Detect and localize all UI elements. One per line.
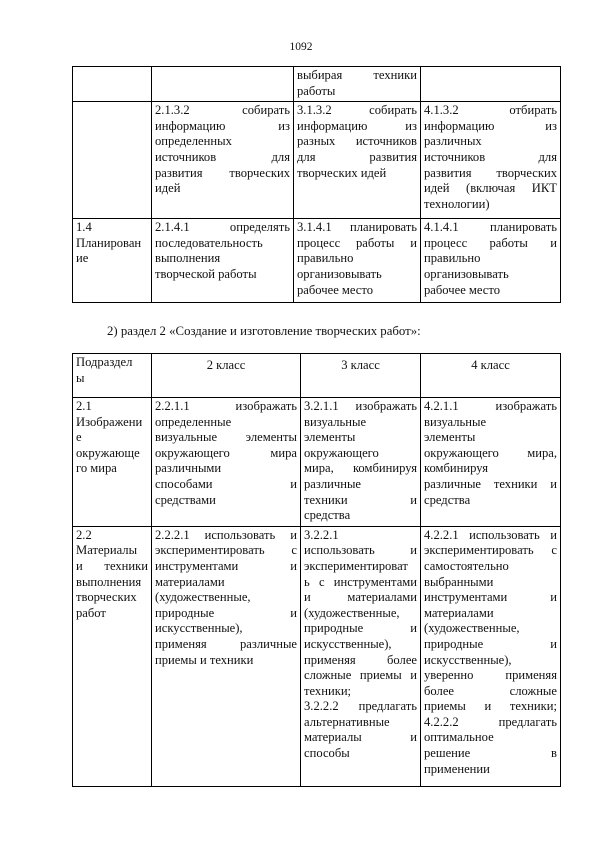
cell-text-line: материалами — [155, 574, 225, 589]
cell-text-line: различные — [304, 476, 362, 491]
table-cell — [73, 219, 152, 303]
header-grade-2: 2 класс — [152, 354, 301, 398]
cell-text-line: правильно — [424, 251, 481, 266]
cell-text-line: визуальные элементы — [155, 430, 297, 445]
cell-text-line: информацию из — [155, 118, 290, 133]
cell-text-line: определенных — [155, 134, 232, 149]
table-row — [73, 102, 561, 219]
cell-text-line: выполнения — [155, 251, 221, 266]
cell-text-line: окружающе — [76, 445, 140, 460]
table-cell — [294, 102, 421, 219]
cell-text-line: использовать и — [304, 543, 417, 558]
cell-text-line: творческих идей — [297, 165, 387, 180]
cell-text-line: го мира — [76, 461, 117, 476]
cell-text-line: самостоятельно — [424, 558, 509, 573]
cell-text-line: средства — [304, 508, 351, 523]
cell-text-line: Материалы — [76, 543, 138, 558]
cell-text-line: решение в — [424, 746, 557, 761]
cell-text-line: 3.1.4.1 планировать — [297, 220, 417, 235]
cell-text-line: ь с инструментами — [304, 574, 417, 589]
cell-text-line: различными — [155, 461, 222, 476]
cell-text-line: приемы и техники — [155, 652, 254, 667]
table-cell — [294, 67, 421, 102]
cell-text-line: искусственные), — [424, 652, 512, 667]
table-cell — [73, 67, 152, 102]
cell-text-line: материалами — [424, 605, 494, 620]
cell-text-line: инструментами и — [155, 558, 297, 573]
cell-text-line: технологии) — [424, 196, 490, 211]
table-cell — [152, 398, 301, 527]
table-cell — [421, 219, 561, 303]
cell-text-line: мира, комбинируя — [304, 461, 417, 476]
cell-text-line: 4.2.1.1 изображать — [424, 399, 557, 413]
cell-text-line: способами и — [155, 476, 297, 491]
cell-text-line: экспериментировать с — [424, 543, 557, 558]
cell-text-line: информацию из — [424, 118, 557, 133]
cell-text-line: комбинируя — [424, 461, 489, 476]
cell-text-line: 1.4 — [76, 220, 92, 235]
cell-text-line: и материалами — [304, 590, 417, 605]
cell-text-line: ие — [76, 251, 89, 266]
cell-text-line: Изображени — [76, 414, 143, 429]
cell-text-line: последовательность — [155, 235, 263, 250]
table-row — [73, 526, 561, 786]
cell-text-line: 2.1.4.1 определять — [155, 220, 290, 235]
table-cell — [294, 219, 421, 303]
table-cell — [421, 398, 561, 527]
cell-text-line: окружающего — [304, 445, 379, 460]
header-grade-4: 4 класс — [421, 354, 561, 398]
header-subsection — [73, 354, 152, 398]
table-cell — [421, 102, 561, 219]
table-row — [73, 398, 561, 527]
cell-text-line: выбирая техники — [297, 68, 417, 82]
cell-text-line: рабочее место — [297, 282, 374, 297]
cell-text-line: элементы — [304, 430, 356, 445]
cell-text-line: правильно — [297, 251, 354, 266]
cell-text-line: е — [76, 430, 82, 445]
cell-text-line: искусственные), — [155, 621, 243, 636]
cell-text-line: природные и — [304, 621, 417, 636]
cell-text-line: окружающего мира — [155, 445, 297, 460]
cell-text-line: организовывать — [424, 266, 509, 281]
cell-text-line: 4.2.2.1 использовать и — [424, 527, 557, 542]
cell-text-line: рабочее место — [424, 282, 501, 297]
table-row — [73, 219, 561, 303]
table-cell — [73, 398, 152, 527]
cell-text-line: различных — [424, 134, 482, 149]
cell-text-line: сложные приемы и — [304, 668, 417, 683]
cell-text-line: (художественные, — [424, 621, 520, 636]
cell-text-line: 3.2.2.1 — [304, 527, 339, 542]
cell-text-line: искусственные), — [304, 636, 392, 651]
table-cell — [152, 67, 294, 102]
cell-text-line: творческой работы — [155, 266, 257, 281]
cell-text-line: приемы и техники; — [424, 699, 557, 714]
table-cell — [152, 219, 294, 303]
cell-text-line: 2.1 — [76, 399, 92, 413]
cell-text-line: для развития — [297, 149, 417, 164]
table-cell — [73, 526, 152, 786]
table-cell — [301, 398, 421, 527]
cell-text-line: природные и — [424, 636, 557, 651]
cell-text-line: Подраздел — [76, 355, 133, 369]
cell-text-line: средства — [424, 492, 471, 507]
cell-text-line: определенные — [155, 414, 232, 429]
cell-text-line: визуальные — [304, 414, 367, 429]
cell-text-line: работы — [297, 83, 336, 98]
cell-text-line: (художественные, — [155, 590, 251, 605]
cell-text-line: разных источников — [297, 134, 417, 149]
cell-text-line: 3.2.1.1 изображать — [304, 399, 417, 413]
cell-text-line: организовывать — [297, 266, 382, 281]
cell-text-line: применяя более — [304, 652, 417, 667]
cell-text-line: развития творческих — [155, 165, 290, 180]
table-cell — [421, 67, 561, 102]
cell-text-line: оптимальное — [424, 730, 494, 745]
cell-text-line: 2.1.3.2 собирать — [155, 103, 290, 118]
cell-text-line: инструментами и — [424, 590, 557, 605]
page-number: 1092 — [289, 41, 313, 53]
cell-text-line: способы — [304, 746, 350, 761]
cell-text-line: 2.2 — [76, 527, 92, 542]
cell-text-line: процесс работы и — [424, 235, 557, 250]
cell-text-line: 2.2.2.1 использовать и — [155, 527, 297, 542]
cell-text-line: окружающего мира, — [424, 445, 557, 460]
cell-text-line: 4.2.2.2 предлагать — [424, 714, 557, 729]
cell-text-line: 2.2.1.1 изображать — [155, 399, 297, 413]
cell-text-line: применении — [424, 761, 490, 776]
cell-text-line: информацию из — [297, 118, 417, 133]
cell-text-line: различные техники и — [424, 476, 557, 491]
cell-text-line: техники; — [304, 683, 352, 698]
cell-text-line: уверенно применяя — [424, 668, 557, 683]
cell-text-line: работ — [76, 605, 106, 620]
cell-text-line: источников для — [155, 149, 290, 164]
cell-text-line: элементы — [424, 430, 476, 445]
table-cell — [152, 102, 294, 219]
cell-text-line: 3.2.2.2 предлагать — [304, 699, 417, 714]
table-cell — [152, 526, 301, 786]
cell-text-line: 4.1.4.1 планировать — [424, 220, 557, 235]
cell-text-line: выполнения — [76, 574, 142, 589]
cell-text-line: экспериментироват — [304, 558, 408, 573]
cell-text-line: идей (включая ИКТ — [424, 181, 557, 196]
cell-text-line: применяя различные — [155, 636, 297, 651]
table-cell — [301, 526, 421, 786]
cell-text-line: более сложные — [424, 683, 557, 698]
table-cell — [421, 526, 561, 786]
cell-text-line: Планирован — [76, 235, 142, 250]
section-heading: 2) раздел 2 «Создание и изготовление творческих работ»: — [107, 324, 421, 338]
cell-text-line: экспериментировать с — [155, 543, 297, 558]
cell-text-line: и техники — [76, 558, 148, 573]
cell-text-line: материалы и — [304, 730, 417, 745]
criteria-table-section1 — [72, 66, 561, 303]
header-grade-3: 3 класс — [301, 354, 421, 398]
cell-text-line: техники и — [304, 492, 417, 507]
cell-text-line: ы — [76, 370, 85, 385]
cell-text-line: средствами — [155, 492, 216, 507]
cell-text-line: визуальные — [424, 414, 487, 429]
table-row — [73, 67, 561, 102]
cell-text-line: выбранными — [424, 574, 494, 589]
cell-text-line: альтернативные — [304, 714, 390, 729]
cell-text-line: идей — [155, 181, 181, 196]
cell-text-line: развития творческих — [424, 165, 557, 180]
cell-text-line: творческих — [76, 590, 137, 605]
table-header-row — [73, 354, 561, 398]
cell-text-line: (художественные, — [304, 605, 400, 620]
cell-text-line: природные и — [155, 605, 297, 620]
cell-text-line: 4.1.3.2 отбирать — [424, 103, 557, 118]
table-cell — [73, 102, 152, 219]
cell-text-line: источников для — [424, 149, 557, 164]
criteria-table-section2 — [72, 353, 561, 787]
cell-text-line: 3.1.3.2 собирать — [297, 103, 417, 118]
cell-text-line: процесс работы и — [297, 235, 417, 250]
